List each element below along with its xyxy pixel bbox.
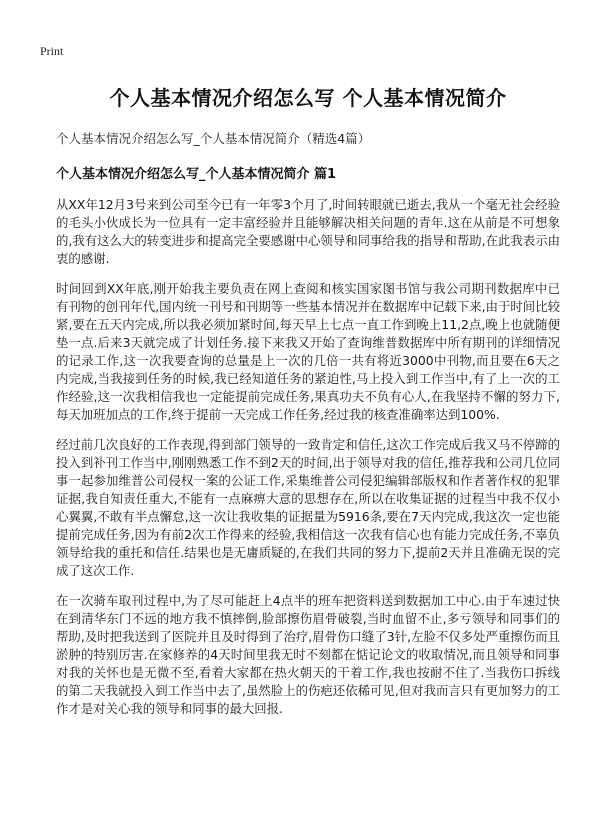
print-link[interactable]: Print bbox=[40, 44, 64, 58]
body-paragraph-1: 从XX年12月3号来到公司至今已有一年零3个月了,时间转眼就已逝去,我从一个毫无社会经验的毛头小伙成长为一位具有一定丰富经验并且能够解决相关问题的青年.这在从前是不可想象的,我有这么大的转变进步和提高完全要感谢中心领导和同事给我的指导和帮助,在此我表示由衷的感谢. bbox=[56, 197, 560, 266]
document-title: 个人基本情况介绍怎么写 个人基本情况简介 bbox=[109, 86, 507, 110]
document-subtitle: 个人基本情况介绍怎么写_个人基本情况简介（精选4篇） bbox=[56, 131, 371, 146]
body-paragraph-4: 在一次骑车取刊过程中,为了尽可能赶上4点半的班车把资料送到数据加工中心.由于车速过快在到清华东门不远的地方我不慎摔倒,脸部擦伤眉骨破裂,当时血留不止,多亏领导和同事们的帮助,及时把我送到了医院并且及时得到了治疗,眉骨伤口缝了3针,左脸不仅多处严重擦伤而且淤肿的特别厉害.在家修养的4天时间里我无时不刻都在惦记论文的收取情况,而且领导和同事对我的关怀也是无微不至,看着大家都在热火朝天的干着工作,我也按耐不住了.当我伤口拆线的第二天我就投入到工作当中去了,虽然脸上的伤疤还依稀可见,但对我而言只有更加努力的工作才是对关心我的领导和同事的最大回报. bbox=[56, 593, 560, 716]
section-heading: 个人基本情况介绍怎么写_个人基本情况简介 篇1 bbox=[56, 167, 337, 182]
body-paragraph-2: 时间回到XX年底,刚开始我主要负责在网上查阅和核实国家图书馆与我公司期刊数据库中已有刊物的创刊年代,国内统一刊号和刊期等一些基本情况并在数据库中记载下来,由于时间比较紧,要在五天内完成,所以我必须加紧时间,每天早上七点一直工作到晚上11,2点,晚上也就随便垫一点.后来3天就完成了计划任务.接下来我又开始了查询维普数据库中所有期刊的详细情况的记录工作,这一次我要查询的总量是上一次的几倍一共有将近3000中刊物,而且要在6天之内完成,当我接到任务的时候,我已经知道任务的紧迫性,马上投入到工作当中,有了上一次的工作经验,这一次我相信我也一定能提前完成任务,果真功夫不负有心人,在我坚持不懈的努力下,每天加班加点的工作,终于提前一天完成工作任务,经过我的核查准确率达到100%. bbox=[56, 281, 560, 422]
body-paragraph-3: 经过前几次良好的工作表现,得到部门领导的一致肯定和信任,这次工作完成后我又马不停蹄的投入到补刊工作当中,刚刚熟悉工作不到2天的时间,出于领导对我的信任,推荐我和公司几位同事一起参加维普公司侵权一案的公证工作,采集维普公司侵犯编辑部版权和作者著作权的犯罪证据,我自知责任重大,不能有一点麻痹大意的思想存在,所以在收集证据的过程当中我不仅小心翼翼,不敢有半点懈怠,这一次让我收集的证据量为5916条,要在7天内完成,我这次一定也能提前完成任务,因为有前2次工作得来的经验,我相信这一次我有信心也有能力完成任务,不辜负领导给我的重托和信任.结果也是无庸质疑的,在我们共同的努力下,提前2天并且准确无误的完成了这次工作. bbox=[56, 437, 560, 578]
